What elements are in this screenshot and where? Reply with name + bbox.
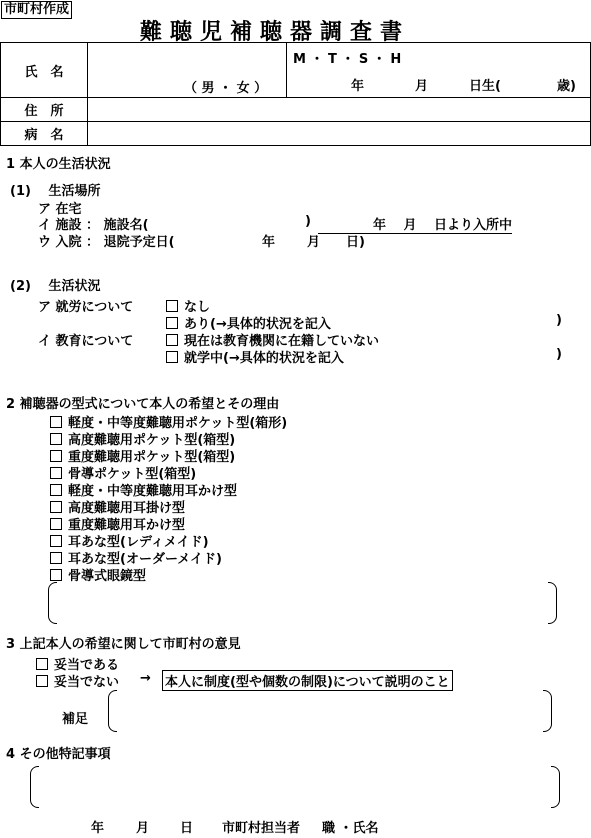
hearing-aid-option-label: 骨導ポケット型(箱型) [68, 467, 197, 482]
discharge-year: 年 [262, 235, 276, 250]
checkbox[interactable] [50, 518, 62, 530]
page-title: 難聴児補聴器調査書 [140, 20, 411, 45]
hearing-aid-option-label: 骨導式眼鏡型 [68, 569, 147, 584]
notes-right-bracket [551, 766, 560, 808]
supplement-right-bracket [543, 690, 552, 732]
footer-month: 月 [136, 821, 150, 836]
footer-officer: 市町村担当者 [222, 821, 301, 836]
hearing-aid-option-label: 軽度・中等度難聴用耳かけ型 [68, 484, 238, 499]
section4-heading: 4 その他特記事項 [6, 747, 111, 762]
address-label-cell [1, 98, 88, 122]
checkbox[interactable] [50, 450, 62, 462]
checkbox[interactable] [166, 351, 178, 363]
opinion-option-inappropriate[interactable]: 妥当でない [36, 671, 119, 690]
supplement-label: 補足 [62, 712, 89, 727]
checkbox[interactable] [36, 658, 48, 670]
checkbox[interactable] [50, 484, 62, 496]
hearing-aid-option-label: 耳あな型(オーダーメイド) [68, 552, 222, 567]
discharge-day: 日) [346, 235, 365, 250]
section1-sub1-heading: (1) 生活場所 [10, 184, 101, 199]
name-label-cell [1, 43, 88, 98]
checkbox[interactable] [50, 433, 62, 445]
checkbox[interactable] [166, 317, 178, 329]
checkbox[interactable] [166, 334, 178, 346]
reason-field[interactable] [60, 582, 544, 622]
hearing-aid-option-label: 耳あな型(レディメイド) [68, 535, 209, 550]
footer-year: 年 [91, 821, 105, 836]
section2-heading: 2 補聴器の型式について本人の希望とその理由 [6, 397, 280, 412]
facility-close-paren: ) [305, 214, 311, 229]
facility-admission-text: 年 月 日より入所中 [372, 218, 512, 233]
reason-right-bracket [548, 582, 557, 624]
address-label: 住 所 [24, 104, 64, 119]
education-label: イ 教育について [38, 334, 134, 349]
option-facility-label[interactable]: イ 施設 ： 施設名( [38, 218, 149, 233]
discharge-month: 月 [307, 235, 321, 250]
option-at-home[interactable]: ア 在宅 [38, 202, 82, 217]
birthdate-field[interactable] [287, 43, 591, 98]
birth-year-label: 年 [351, 79, 365, 94]
reason-left-bracket [48, 582, 57, 624]
name-field[interactable] [88, 43, 287, 98]
disease-field[interactable] [88, 122, 591, 146]
hearing-aid-option-label: 高度難聴用耳掛け型 [68, 501, 186, 516]
opinion-option-appropriate[interactable]: 妥当である [36, 654, 119, 673]
hearing-aid-option-label: 重度難聴用耳かけ型 [68, 518, 186, 533]
birth-month-label: 月 [415, 79, 429, 94]
work-close-paren: ) [556, 313, 562, 328]
work-option-none[interactable]: なし [166, 296, 210, 315]
supplement-left-bracket [108, 690, 117, 732]
address-field[interactable] [88, 98, 591, 122]
work-option-yes[interactable]: あり(→具体的状況を記入 [166, 313, 331, 332]
education-option-none[interactable]: 現在は教育機関に在籍していない [166, 330, 379, 349]
section1-heading: 1 本人の生活状況 [6, 157, 111, 172]
option-hospital-label[interactable]: ウ 入院 ： 退院予定日( [38, 235, 175, 250]
footer-position-name: 職 ・氏名 [322, 821, 379, 836]
age-label: 歳) [557, 79, 576, 94]
arrow-icon: → [140, 671, 151, 686]
hearing-aid-option-label: 軽度・中等度難聴用ポケット型(箱形) [68, 416, 288, 431]
checkbox[interactable] [50, 569, 62, 581]
education-option-enrolled[interactable]: 就学中(→具体的状況を記入 [166, 347, 344, 366]
explanation-note: 本人に制度(型や個数の制限)について説明のこと [162, 670, 453, 691]
era-options[interactable]: M ・ T ・ S ・ H [293, 52, 402, 67]
notes-left-bracket [30, 766, 39, 808]
checkbox[interactable] [50, 501, 62, 513]
checkbox[interactable] [50, 535, 62, 547]
hearing-aid-option-label: 重度難聴用ポケット型(箱型) [68, 450, 236, 465]
checkbox[interactable] [36, 675, 48, 687]
checkbox[interactable] [50, 467, 62, 479]
birth-day-label: 日生( [469, 79, 501, 94]
work-label: ア 就労について [38, 300, 134, 315]
section3-heading: 3 上記本人の希望に関して市町村の意見 [6, 637, 241, 652]
hearing-aid-option-label: 高度難聴用ポケット型(箱型) [68, 433, 236, 448]
education-close-paren: ) [556, 347, 562, 362]
notes-field[interactable] [42, 766, 547, 806]
checkbox[interactable] [50, 416, 62, 428]
name-label: 氏 名 [24, 64, 64, 80]
disease-label: 病 名 [24, 128, 64, 143]
author-tag: 市町村作成 [1, 1, 72, 19]
sex-options[interactable]: （ 男 ・ 女 ） [184, 81, 268, 96]
footer-day: 日 [180, 821, 194, 836]
supplement-field[interactable] [120, 690, 540, 730]
checkbox[interactable] [50, 552, 62, 564]
disease-label-cell [1, 122, 88, 146]
section1-sub2-heading: (2) 生活状況 [10, 279, 101, 294]
checkbox[interactable] [166, 300, 178, 312]
info-table [0, 42, 591, 146]
